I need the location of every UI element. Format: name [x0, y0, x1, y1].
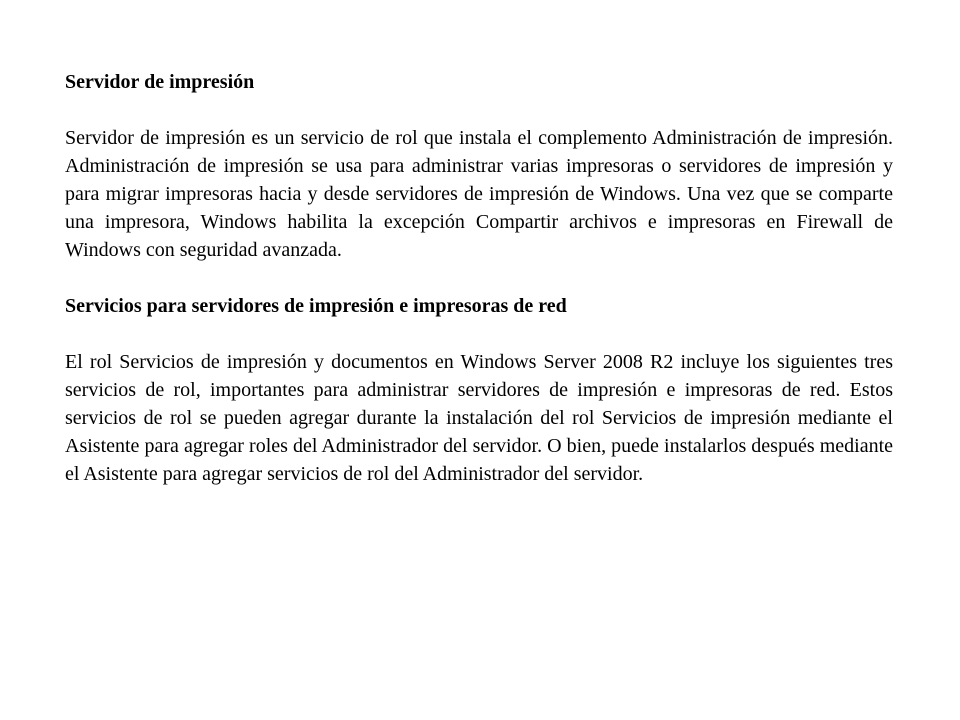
section-heading-network-print-services: Servicios para servidores de impresión e impresoras de red: [65, 295, 567, 317]
spacer: [65, 264, 893, 292]
section-paragraph-network-print-services: El rol Servicios de impresión y documentos en Windows Server 2008 R2 incluye los siguientes tres servicios de rol, importantes para administrar servidores de impresión e impresoras de red. Estos servicios de rol se pueden agregar durante la instalación del rol Servicios de impresión mediante el Asistente para agregar roles del Administrador del servidor. O bien, puede instalarlos después mediante el Asistente para agregar servicios de rol del Administrador del servidor.: [65, 351, 893, 485]
document-body: [65, 68, 893, 488]
spacer: [65, 320, 893, 348]
spacer: [65, 96, 893, 124]
section-heading-print-server: Servidor de impresión: [65, 71, 255, 93]
section-paragraph-print-server: Servidor de impresión es un servicio de rol que instala el complemento Administración de impresión. Administración de impresión se usa para administrar varias impresoras o servidores de impresión y para migrar impresoras hacia y desde servidores de impresión de Windows. Una vez que se comparte una impresora, Windows habilita la excepción Compartir archivos e impresoras en Firewall de Windows con seguridad avanzada.: [65, 127, 893, 261]
